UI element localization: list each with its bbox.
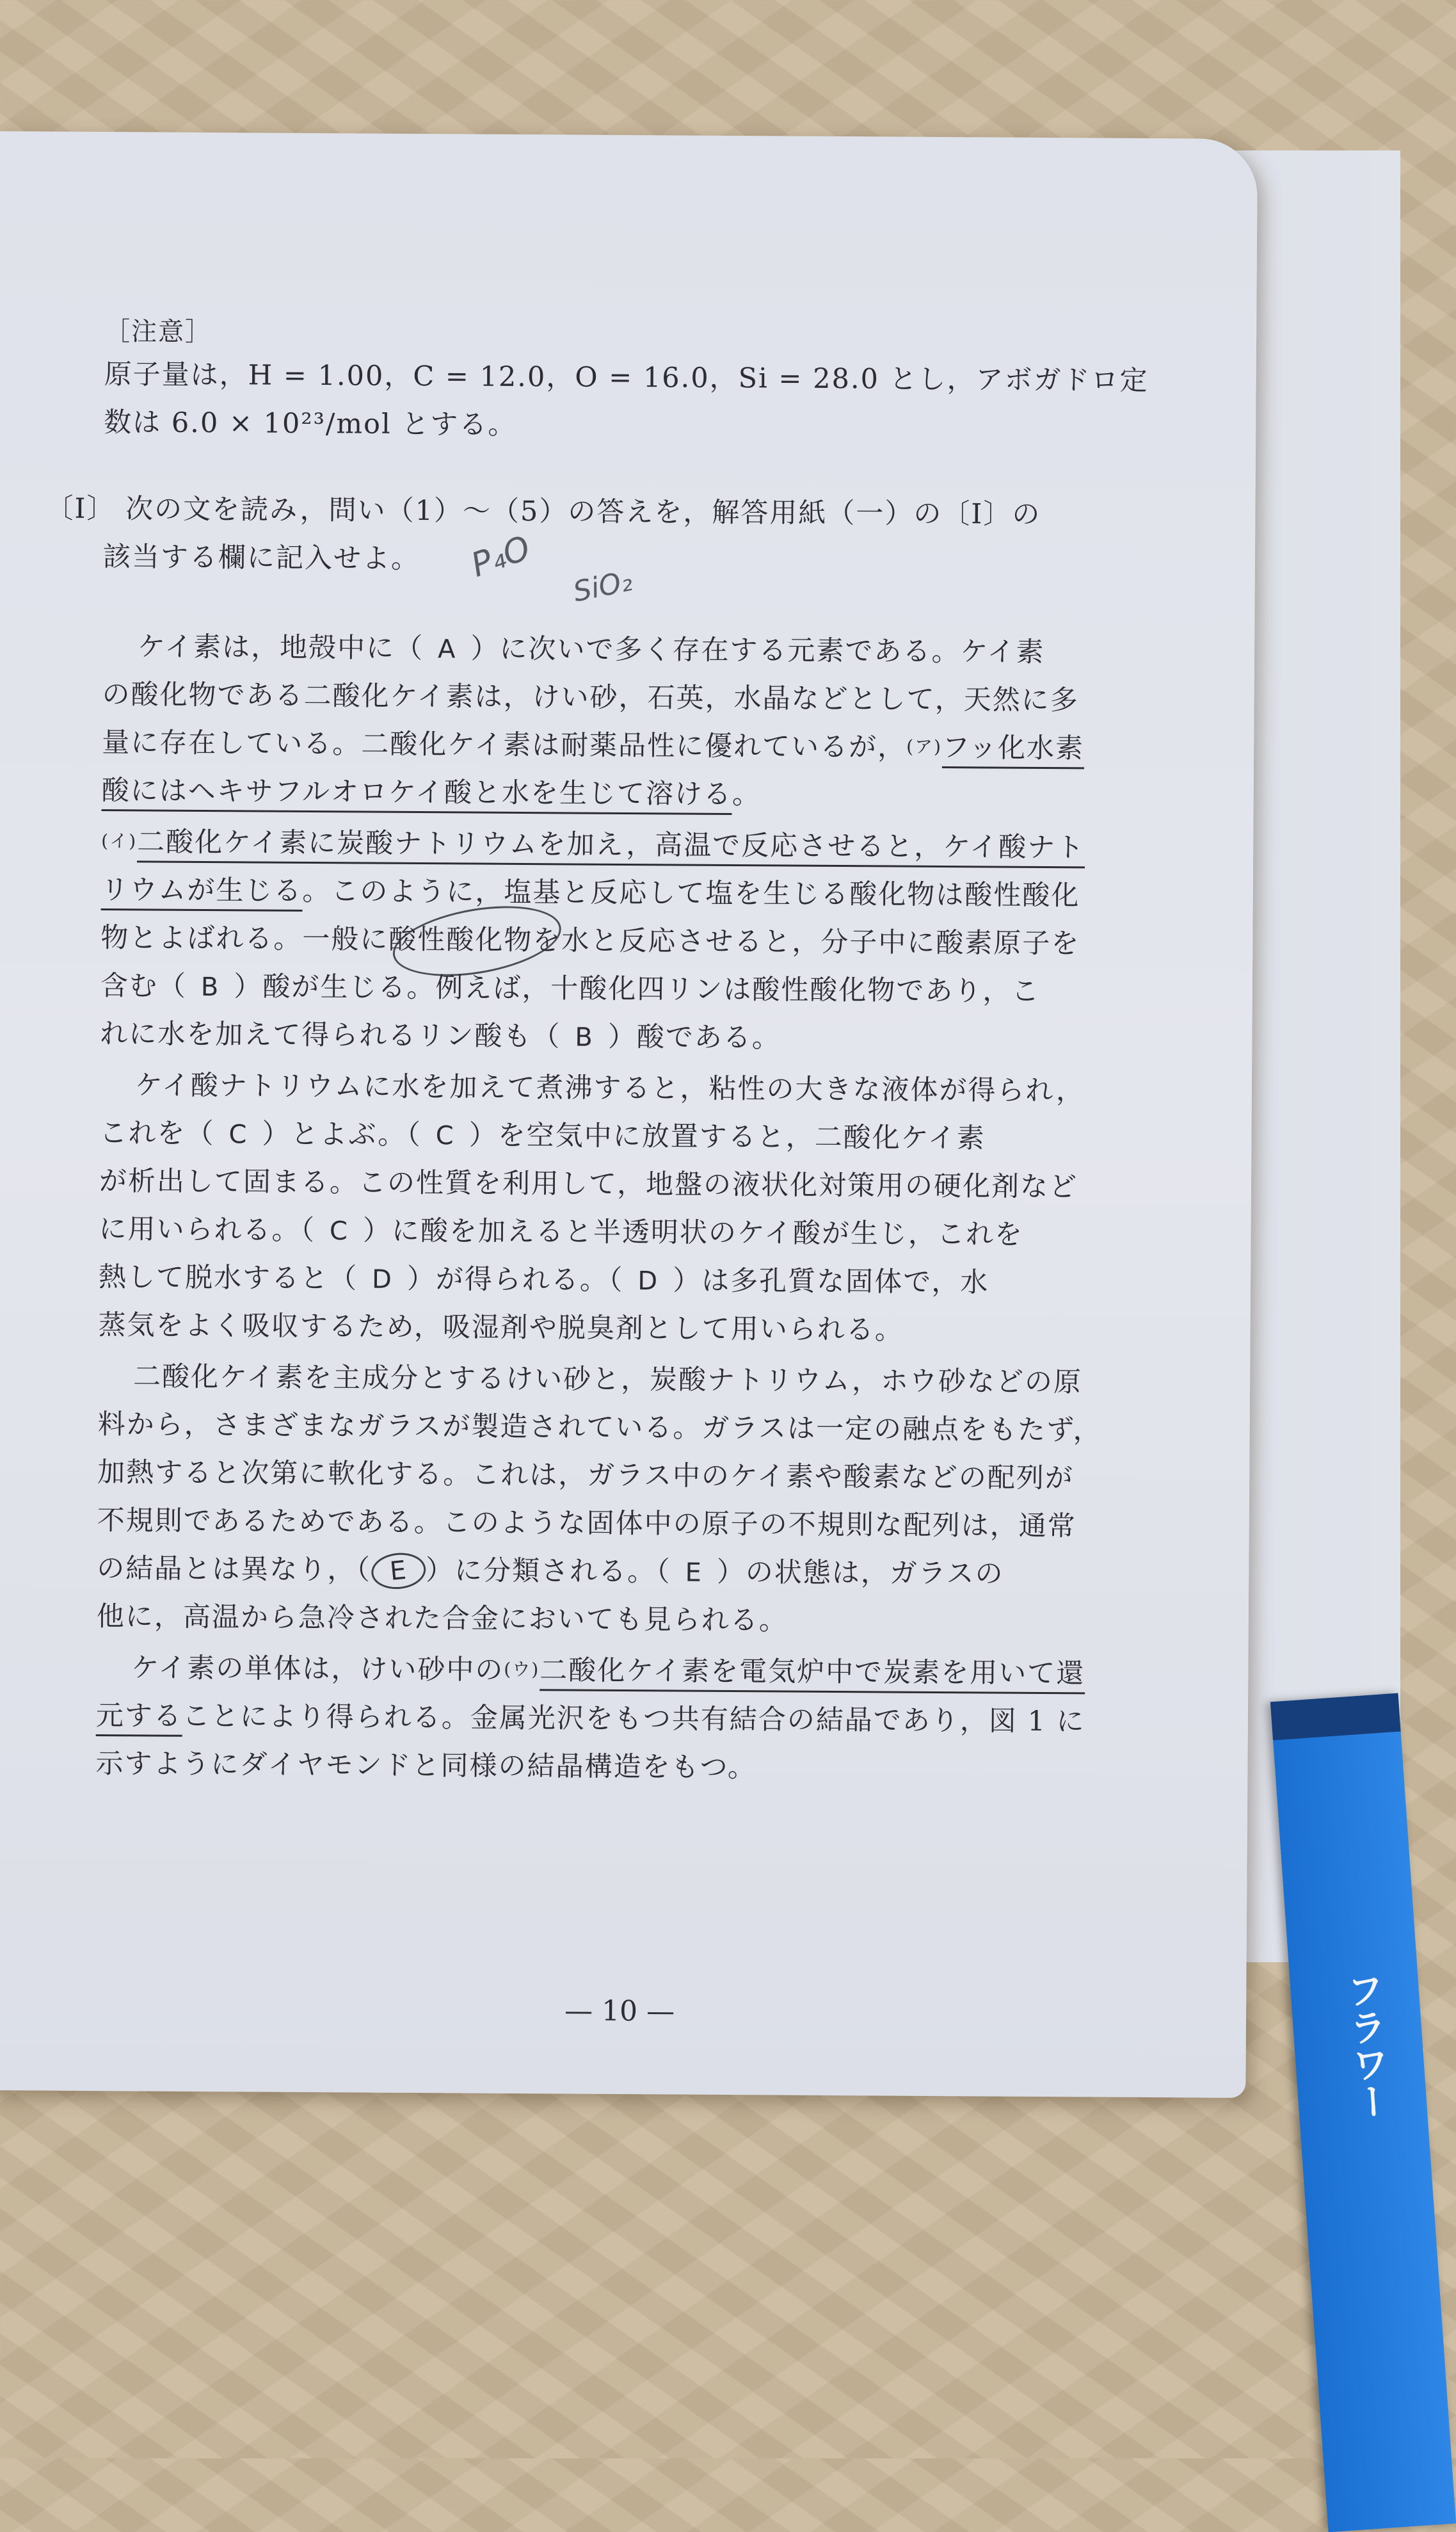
handwritten-note-1: P₄O [466, 528, 536, 585]
book-band [1270, 1693, 1401, 1741]
text-run: ）は多孔質な固体で，水 [673, 1264, 989, 1299]
blank-d: D [637, 1266, 659, 1296]
blank-c: C [435, 1121, 455, 1151]
text-run: 量に存在している。二酸化ケイ素は耐薬品性に優れているが， [102, 726, 907, 764]
question-instruction-1: 次の文を読み，問い（1）～（5）の答えを，解答用紙（一）の〔Ⅰ〕の [125, 493, 1041, 531]
blank-e-circled: E [369, 1551, 427, 1592]
p3-line-4 [99, 1207, 1023, 1252]
marker-u: (ウ) [504, 1658, 540, 1681]
p4-line-1: 二酸化ケイ素を主成分とするけい砂と，炭酸ナトリウム，ホウ砂などの原 [132, 1360, 1083, 1399]
marker-i: (イ) [101, 830, 138, 852]
p2-line-1 [101, 820, 1085, 865]
note-line-2: 数は 6.0 × 10²³/mol とする。 [104, 406, 517, 441]
text-run: これを（ [99, 1117, 215, 1150]
blank-e: E [685, 1558, 703, 1588]
marker-a: (ア) [906, 736, 943, 758]
p5-line-1 [131, 1646, 1085, 1691]
exam-page [0, 131, 1258, 2098]
p2-line-5 [100, 1012, 781, 1055]
handwritten-note-2: SiO₂ [570, 564, 636, 609]
p1-line-2: の酸化物である二酸化ケイ素は，けい砂，石英，水晶などとして，天然に多 [102, 678, 1079, 717]
p4-line-2: 料から，さまざまなガラスが製造されている。ガラスは一定の融点をもたず， [97, 1408, 1102, 1447]
p3-line-1: ケイ酸ナトリウムに水を加えて煮沸すると，粘性の大きな液体が得られ， [134, 1069, 1085, 1108]
p1-line-4 [102, 769, 762, 812]
question-instruction-2: 該当する欄に記入せよ。 [102, 540, 420, 576]
text-run: ）に酸を加えると半透明状のケイ酸が生じ，これを [362, 1214, 1024, 1251]
underlined-text-u: 二酸化ケイ素を電気炉中で炭素を用いて還 [540, 1654, 1085, 1694]
p3-line-3: が析出して固まる。この性質を利用して，地盤の液状化対策用の硬化剤など [99, 1165, 1078, 1204]
blank-c: C [329, 1216, 349, 1246]
text-run: ）が得られる。（ [406, 1262, 624, 1296]
p2-line-4 [100, 964, 1041, 1009]
book-spine-title: フラワー [1339, 1970, 1393, 2122]
text-run: ）とよぶ。（ [262, 1118, 422, 1152]
p1-line-3 [102, 721, 1084, 766]
question-number: 〔Ⅰ〕 [45, 492, 116, 526]
text-run: に用いられる。（ [99, 1213, 316, 1247]
p4-line-3: 加熱すると次第に軟化する。これは，ガラス中のケイ素や酸素などの配列が [97, 1456, 1075, 1495]
text-run: ことにより得られる。金属光沢をもつ共有結合の結晶であり，図 1 に [182, 1700, 1085, 1738]
p3-line-2 [99, 1111, 986, 1156]
text-run: ）に分類される。（ [425, 1554, 671, 1588]
underlined-text-a-cont: 酸にはヘキサフルオロケイ酸と水を生じて溶ける [102, 775, 733, 815]
blank-b: B [200, 972, 220, 1003]
question-header [45, 487, 1041, 531]
p5-line-3: 示すようにダイヤモンドと同様の結晶構造をもつ。 [95, 1747, 756, 1784]
note-heading: ［注意］ [104, 317, 212, 348]
p1-line-1 [138, 625, 1045, 670]
p3-line-6: 蒸気をよく吸収するため，吸湿剤や脱臭剤として用いられる。 [98, 1309, 904, 1346]
p5-line-2 [96, 1694, 1085, 1739]
blank-b: B [575, 1022, 594, 1052]
page-number: — 10 — [564, 1994, 675, 2028]
text-run: 。 [732, 778, 762, 811]
p4-line-4: 不規則であるためである。このような固体中の原子の不規則な配列は，通常 [97, 1504, 1076, 1543]
text-run: 。このように，塩基と反応して塩を生じる酸化物は酸性酸化 [302, 875, 1080, 912]
text-run: ）の状態は，ガラスの [716, 1556, 1004, 1590]
p3-line-5 [99, 1255, 989, 1300]
blank-d: D [371, 1264, 394, 1294]
p4-line-5 [97, 1547, 1004, 1593]
text-run: 含む（ [100, 969, 187, 1003]
blank-a: A [437, 634, 457, 665]
text-run: ）酸である。 [607, 1020, 781, 1054]
note-line-1: 原子量は，H = 1.00，C = 12.0，O = 16.0，Si = 28.0 とし，アボガドロ定 [104, 359, 1149, 397]
text-run: 熱して脱水すると（ [98, 1261, 358, 1295]
text-run: れに水を加えて得られるリン酸も（ [100, 1017, 561, 1053]
p2-line-3: 物とよばれる。一般に酸性酸化物を水と反応させると，分子中に酸素原子を [100, 921, 1080, 960]
blue-book [1270, 1693, 1456, 2532]
text-run: ）を空気中に放置すると，二酸化ケイ素 [468, 1119, 986, 1155]
text-run: ケイ素は，地殻中に（ [137, 631, 424, 665]
page-text [0, 131, 1258, 2028]
p4-line-6: 他に，高温から急冷された合金においても見られる。 [96, 1600, 788, 1637]
text-run: ケイ素の単体は，けい砂中の [131, 1652, 504, 1686]
underlined-text-i-cont: リウムが生じる [101, 874, 303, 912]
text-run: の結晶とは異なり，（ [97, 1552, 371, 1586]
underlined-text-u-cont: 元する [96, 1700, 182, 1737]
underlined-text-a: フッ化水素 [942, 732, 1084, 769]
text-run: ）酸が生じる。例えば，十酸化四リンは酸性酸化物であり，こ [234, 971, 1041, 1008]
p2-line-2 [101, 868, 1080, 913]
blank-c: C [228, 1120, 248, 1150]
underlined-text-i: 二酸化ケイ素に炭酸ナトリウムを加え，高温で反応させると，ケイ酸ナト [137, 826, 1085, 868]
text-run: ）に次いで多く存在する元素である。ケイ素 [470, 633, 1045, 668]
